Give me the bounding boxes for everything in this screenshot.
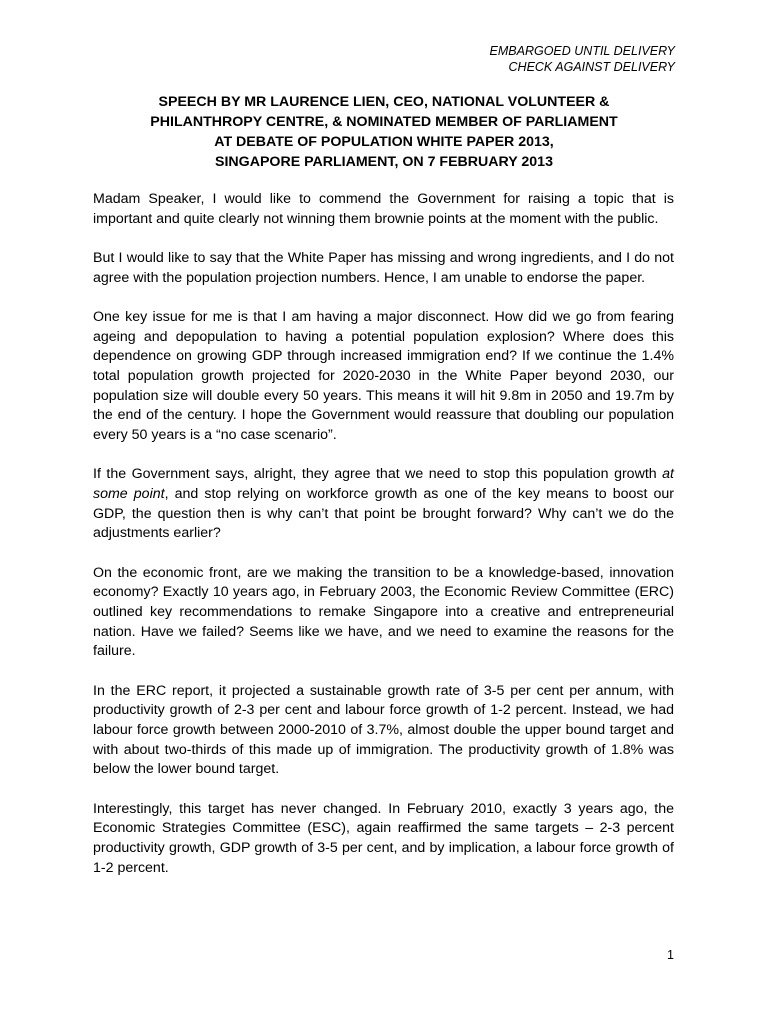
paragraph-4-text-start: If the Government says, alright, they agree that we need to stop this population growth	[93, 466, 663, 483]
page-number: 1	[667, 948, 674, 962]
embargo-notice	[490, 43, 675, 75]
paragraph-1: Madam Speaker, I would like to commend the Government for raising a topic that is important and quite clearly not winning them brownie points at the moment with the public.	[93, 191, 674, 227]
paragraph-4	[93, 465, 674, 544]
title-line-4: SINGAPORE PARLIAMENT, ON 7 FEBRUARY 2013	[215, 154, 553, 170]
speech-title	[92, 92, 676, 172]
paragraph-3: One key issue for me is that I am having a major disconnect. How did we go from fearing ageing and depopulation to having a potential population explosion? Where does this dependence on growing GDP through increased immigration end? If we continue the 1.4% total population growth projected for 2020-2030 in the White Paper beyond 2030, our population size will double every 50 years. This means it will hit 9.8m in 2050 and 19.7m by the end of the century. I hope the Government would reassure that doubling our population every 50 years is a “no case scenario”.	[93, 308, 674, 444]
paragraph-4-emphasis: at some point	[93, 466, 674, 502]
paragraph-7: Interestingly, this target has never changed. In February 2010, exactly 3 years ago, the Economic Strategies Committee (ESC), again reaffirmed the same targets – 2-3 percent productivity growth, GDP growth of 3-5 per cent, and by implication, a labour force growth of 1-2 percent.	[93, 800, 674, 876]
embargo-line-1: EMBARGOED UNTIL DELIVERY	[489, 44, 675, 58]
title-line-2: PHILANTHROPY CENTRE, & NOMINATED MEMBER OF PARLIAMENT	[150, 114, 618, 130]
paragraph-5: On the economic front, are we making the transition to be a knowledge-based, innovation economy? Exactly 10 years ago, in February 2003, the Economic Review Committee (ERC) outlined key recommendations to remake Singapore into a creative and entrepreneurial nation. Have we failed? Seems like we have, and we need to examine the reasons for the failure.	[93, 564, 674, 660]
paragraph-2: But I would like to say that the White Paper has missing and wrong ingredients, and I do not agree with the population projection numbers. Hence, I am unable to endorse the paper.	[93, 249, 674, 286]
embargo-line-2: CHECK AGAINST DELIVERY	[508, 60, 675, 74]
speech-body	[93, 190, 674, 898]
paragraph-4-text-end: , and stop relying on workforce growth as one of the key means to boost our GDP, the question then is why can’t that point be brought forward? Why can’t we do the adjustments earlier?	[93, 485, 675, 542]
paragraph-6: In the ERC report, it projected a sustainable growth rate of 3-5 per cent per annum, with productivity growth of 2-3 per cent and labour force growth of 1-2 percent. Instead, we had labour force growth between 2000-2010 of 3.7%, almost double the upper bound target and with about two-thirds of this made up of immigration. The productivity growth of 1.8% was below the lower bound target.	[93, 682, 674, 778]
title-line-1: SPEECH BY MR LAURENCE LIEN, CEO, NATIONAL VOLUNTEER &	[158, 94, 610, 110]
title-line-3: AT DEBATE OF POPULATION WHITE PAPER 2013,	[214, 134, 554, 150]
